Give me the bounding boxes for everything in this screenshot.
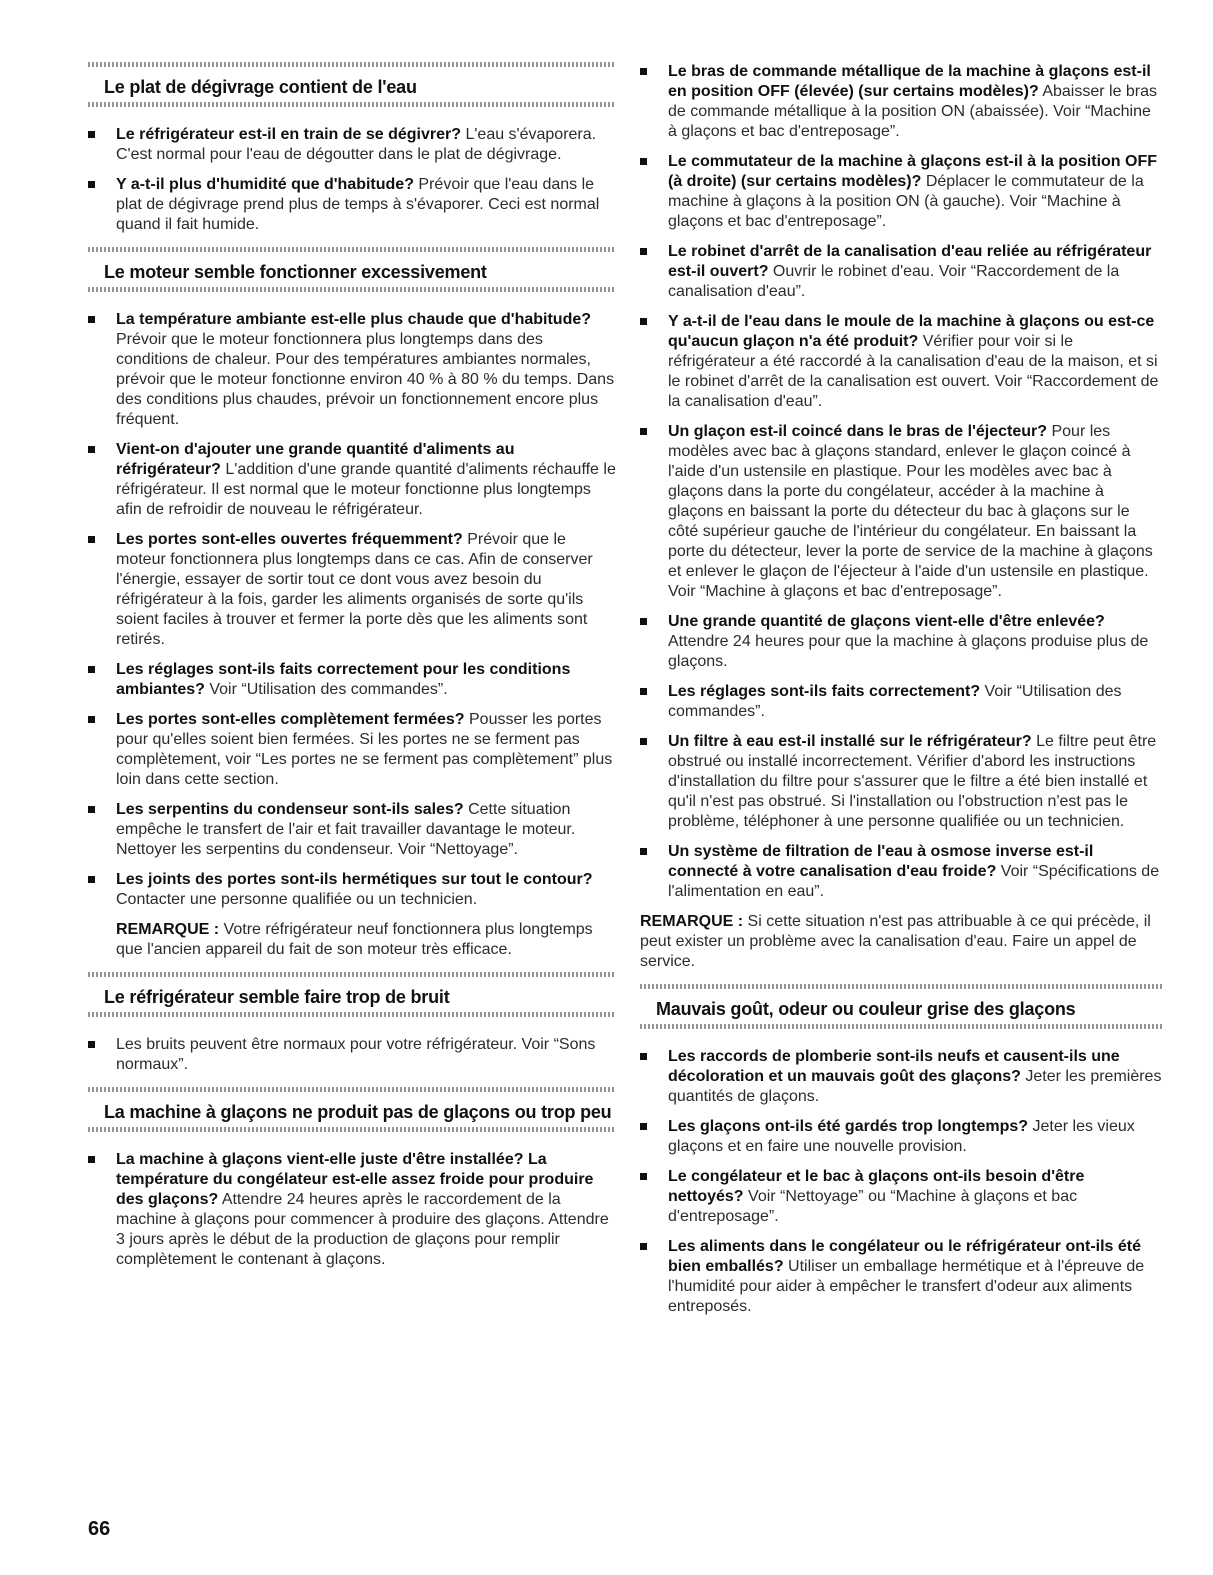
bullet-icon (640, 1053, 647, 1060)
question-text: La température ambiante est-elle plus chaude que d'habitude? (116, 311, 592, 328)
answer-text: Déplacer le commutateur de la machine à glaçons à la position ON (à gauche). Voir “Machine à glaçons et bac d'entreposage”. (668, 173, 1144, 230)
bullet-icon (640, 848, 647, 855)
remark-text: Votre réfrigérateur neuf fonctionnera plus longtemps que l'ancien appareil du fait de son moteur très efficace. (116, 921, 593, 958)
remark-note (116, 920, 616, 960)
answer-text: Pousser les portes pour qu'elles soient bien fermées. Si les portes ne se ferment pas complètement, voir “Les portes ne se ferment pas complètement” plus loin dans cette section. (116, 711, 613, 788)
bullet-icon (88, 1041, 95, 1048)
list-item (88, 125, 616, 165)
answer-text: L'addition d'une grande quantité d'aliments réchauffe le réfrigérateur. Il est normal que le moteur fonctionne plus longtemps afin de refroidir de nouveau le réfrigérateur. (116, 461, 616, 518)
question-text: Un système de filtration de l'eau à osmose inverse est-il connecté à votre canalisation d'eau froide? (668, 843, 1094, 880)
answer-text: Voir “Utilisation des commandes”. (204, 681, 448, 698)
section-noise (88, 972, 616, 1075)
list-item (640, 1167, 1162, 1227)
section-heading: Le réfrigérateur semble faire trop de bruit (104, 987, 450, 1007)
answer-text: Prévoir que l'eau dans le plat de dégivrage prend plus de temps à s'évaporer. Ceci est normal quand il fait humide. (116, 176, 600, 233)
list-item (640, 312, 1162, 412)
answer-text: Cette situation empêche le transfert de l'air et fait travailler davantage le moteur. Nettoyer les serpentins du condenseur. Voir “Nettoyage”. (116, 801, 576, 858)
list-item (88, 710, 616, 790)
question-text: Le commutateur de la machine à glaçons est-il à la position OFF (à droite) (sur certains modèles)? (668, 153, 1157, 190)
list-item (640, 682, 1162, 722)
question-text: Le congélateur et le bac à glaçons ont-ils besoin d'être nettoyés? (668, 1168, 1085, 1205)
list-item (640, 62, 1162, 142)
answer-text: Attendre 24 heures après le raccordement de la machine à glaçons pour commencer à produire des glaçons. Attendre 3 jours après le début de la production de glaçons pour remplir complètement le contenant à glaçons. (116, 1191, 609, 1268)
dotted-rule (88, 1127, 616, 1132)
bullet-icon (88, 806, 95, 813)
dotted-rule (640, 984, 1162, 989)
bullet-icon (88, 316, 95, 323)
section-motor-runs (88, 247, 616, 960)
question-list (88, 125, 616, 235)
bullet-icon (88, 446, 95, 453)
page-number: 66 (88, 1518, 111, 1540)
list-item (88, 800, 616, 860)
question-text: Le robinet d'arrêt de la canalisation d'eau reliée au réfrigérateur est-il ouvert? (668, 243, 1152, 280)
bullet-icon (88, 716, 95, 723)
remark-label: REMARQUE : (640, 913, 744, 930)
bullet-icon (88, 876, 95, 883)
answer-text: Pour les modèles avec bac à glaçons standard, enlever le glaçon coincé à l'aide d'un ustensile en plastique. Pour les modèles avec bac à glaçons dans la porte du congélateur, accéder à la machine à glaçons en baissant la porte du détecteur du bac à glaçons sur le côté supérieur gauche de l'intérieur du congélateur. En baissant la porte du détecteur, lever la porte de service de la machine à glaçons et enlever le glaçon de l'éjecteur à l'aide d'un ustensile en plastique. Voir “Machine à glaçons et bac d'entreposage”. (668, 423, 1153, 600)
dotted-rule (88, 1087, 616, 1092)
dotted-rule (88, 102, 616, 107)
remark-note (640, 912, 1162, 972)
question-text: Le réfrigérateur est-il en train de se dégivrer? (116, 126, 462, 143)
list-item (640, 1117, 1162, 1157)
question-list (88, 310, 616, 910)
dotted-rule (88, 1012, 616, 1017)
answer-text: Utiliser un emballage hermétique et à l'épreuve de l'humidité pour aider à empêcher le transfert d'odeur aux aliments entreposés. (668, 1258, 1145, 1315)
answer-text: Vérifier pour voir si le réfrigérateur a été raccordé à la canalisation d'eau de la maison, et si le robinet d'arrêt de la canalisation est ouvert. Voir “Raccordement de la canalisation d'eau”. (668, 333, 1159, 410)
question-text: Les glaçons ont-ils été gardés trop longtemps? (668, 1118, 1029, 1135)
answer-text: Voir “Spécifications de l'alimentation en eau”. (668, 863, 1160, 900)
list-item (88, 1035, 616, 1075)
right-column (640, 62, 1162, 1329)
section-heading: Le moteur semble fonctionner excessivement (104, 262, 487, 282)
question-text: Un filtre à eau est-il installé sur le réfrigérateur? (668, 733, 1032, 750)
section-heading: La machine à glaçons ne produit pas de glaçons ou trop peu (104, 1102, 612, 1122)
list-item (88, 310, 616, 430)
bullet-icon (640, 1173, 647, 1180)
answer-text: Les bruits peuvent être normaux pour votre réfrigérateur. Voir “Sons normaux”. (116, 1036, 596, 1073)
answer-text: Jeter les vieux glaçons et en faire une nouvelle provision. (668, 1118, 1135, 1155)
answer-text: L'eau s'évaporera. C'est normal pour l'eau de dégoutter dans le plat de dégivrage. (116, 126, 597, 163)
dotted-rule (88, 972, 616, 977)
list-item (88, 870, 616, 910)
dotted-rule (88, 287, 616, 292)
section-heading: Le plat de dégivrage contient de l'eau (104, 77, 417, 97)
list-item (88, 440, 616, 520)
question-text: Les raccords de plomberie sont-ils neufs et causent-ils une décoloration et un mauvais goût des glaçons? (668, 1048, 1120, 1085)
question-text: Un glaçon est-il coincé dans le bras de l'éjecteur? (668, 423, 1048, 440)
list-item (88, 175, 616, 235)
bullet-icon (640, 318, 647, 325)
bullet-icon (88, 131, 95, 138)
question-text: La machine à glaçons vient-elle juste d'être installée? La température du congélateur est-elle assez froide pour produire des glaçons? (116, 1151, 594, 1208)
bullet-icon (88, 181, 95, 188)
answer-text: Attendre 24 heures pour que la machine à glaçons produise plus de glaçons. (668, 633, 1149, 670)
section-ice-maker (88, 1087, 616, 1270)
dotted-rule (88, 247, 616, 252)
bullet-icon (640, 158, 647, 165)
bullet-icon (640, 1243, 647, 1250)
question-text: Les joints des portes sont-ils hermétiques sur tout le contour? (116, 871, 593, 888)
list-item (640, 732, 1162, 832)
bullet-icon (640, 248, 647, 255)
section-heading: Mauvais goût, odeur ou couleur grise des glaçons (656, 999, 1076, 1019)
dotted-rule (88, 62, 616, 67)
bullet-icon (640, 1123, 647, 1130)
question-text: Y a-t-il plus d'humidité que d'habitude? (116, 176, 414, 193)
question-text: Les réglages sont-ils faits correctement pour les conditions ambiantes? (116, 661, 571, 698)
question-text: Une grande quantité de glaçons vient-elle d'être enlevée? (668, 613, 1105, 630)
bullet-icon (88, 1156, 95, 1163)
question-list (640, 1047, 1162, 1317)
list-item (88, 530, 616, 650)
list-item (640, 612, 1162, 672)
bullet-icon (640, 618, 647, 625)
section-defrost-pan (88, 62, 616, 235)
question-list (88, 1035, 616, 1075)
question-text: Les réglages sont-ils faits correctement? (668, 683, 981, 700)
remark-text: Si cette situation n'est pas attribuable à ce qui précède, il peut exister un problème avec la canalisation d'eau. Faire un appel de service. (640, 913, 1151, 970)
list-item (640, 242, 1162, 302)
left-column (88, 62, 616, 1282)
answer-text: Le filtre peut être obstrué ou installé incorrectement. Vérifier d'abord les instructions d'installation du filtre pour s'assurer que le filtre a été bien installé et qu'il n'est pas obstrué. Si l'installation ou l'obstruction n'est pas le problème, téléphoner à une personne qualifiée ou un technicien. (668, 733, 1157, 830)
answer-text: Contacter une personne qualifiée ou un technicien. (116, 891, 478, 908)
remark-label: REMARQUE : (116, 921, 220, 938)
section-ice-maker-continued (640, 62, 1162, 972)
answer-text: Abaisser le bras de commande métallique à la position ON (abaissée). Voir “Machine à glaçons et bac d'entreposage”. (668, 83, 1158, 140)
list-item (640, 842, 1162, 902)
list-item (640, 1047, 1162, 1107)
section-ice-taste (640, 984, 1162, 1317)
question-text: Les portes sont-elles ouvertes fréquemment? (116, 531, 463, 548)
answer-text: Voir “Utilisation des commandes”. (668, 683, 1122, 720)
list-item (640, 1237, 1162, 1317)
bullet-icon (88, 666, 95, 673)
bullet-icon (640, 738, 647, 745)
bullet-icon (640, 68, 647, 75)
dotted-rule (640, 1024, 1162, 1029)
question-list (640, 62, 1162, 902)
bullet-icon (640, 428, 647, 435)
list-item (640, 422, 1162, 602)
question-list (88, 1150, 616, 1270)
list-item (640, 152, 1162, 232)
answer-text: Jeter les premières quantités de glaçons. (668, 1068, 1162, 1105)
question-text: Vient-on d'ajouter une grande quantité d'aliments au réfrigérateur? (116, 441, 515, 478)
list-item (88, 660, 616, 700)
answer-text: Ouvrir le robinet d'eau. Voir “Raccordement de la canalisation d'eau”. (668, 263, 1120, 300)
bullet-icon (88, 536, 95, 543)
question-text: Les aliments dans le congélateur ou le réfrigérateur ont-ils été bien emballés? (668, 1238, 1142, 1275)
question-text: Y a-t-il de l'eau dans le moule de la machine à glaçons ou est-ce qu'aucun glaçon n'a été produit? (668, 313, 1155, 350)
question-text: Les portes sont-elles complètement fermées? (116, 711, 465, 728)
question-text: Les serpentins du condenseur sont-ils sales? (116, 801, 464, 818)
answer-text: Voir “Nettoyage” ou “Machine à glaçons et bac d'entreposage”. (668, 1188, 1078, 1225)
list-item (88, 1150, 616, 1270)
answer-text: Prévoir que le moteur fonctionnera plus longtemps dans des conditions de chaleur. Pour des températures ambiantes normales, prévoir que le moteur fonctionne environ 40 % à 80 % du temps. Dans des conditions plus chaudes, prévoir un fonctionnement encore plus fréquent. (116, 331, 615, 428)
question-text: Le bras de commande métallique de la machine à glaçons est-il en position OFF (élevée) (sur certains modèles)? (668, 63, 1151, 100)
answer-text: Prévoir que le moteur fonctionnera plus longtemps dans ce cas. Afin de conserver l'énergie, essayer de sortir tout ce dont vous avez besoin du réfrigérateur à la fois, garder les aliments organisés de sorte qu'ils soient faciles à trouver et fermer la porte dès que les aliments sont retirés. (116, 531, 593, 648)
bullet-icon (640, 688, 647, 695)
